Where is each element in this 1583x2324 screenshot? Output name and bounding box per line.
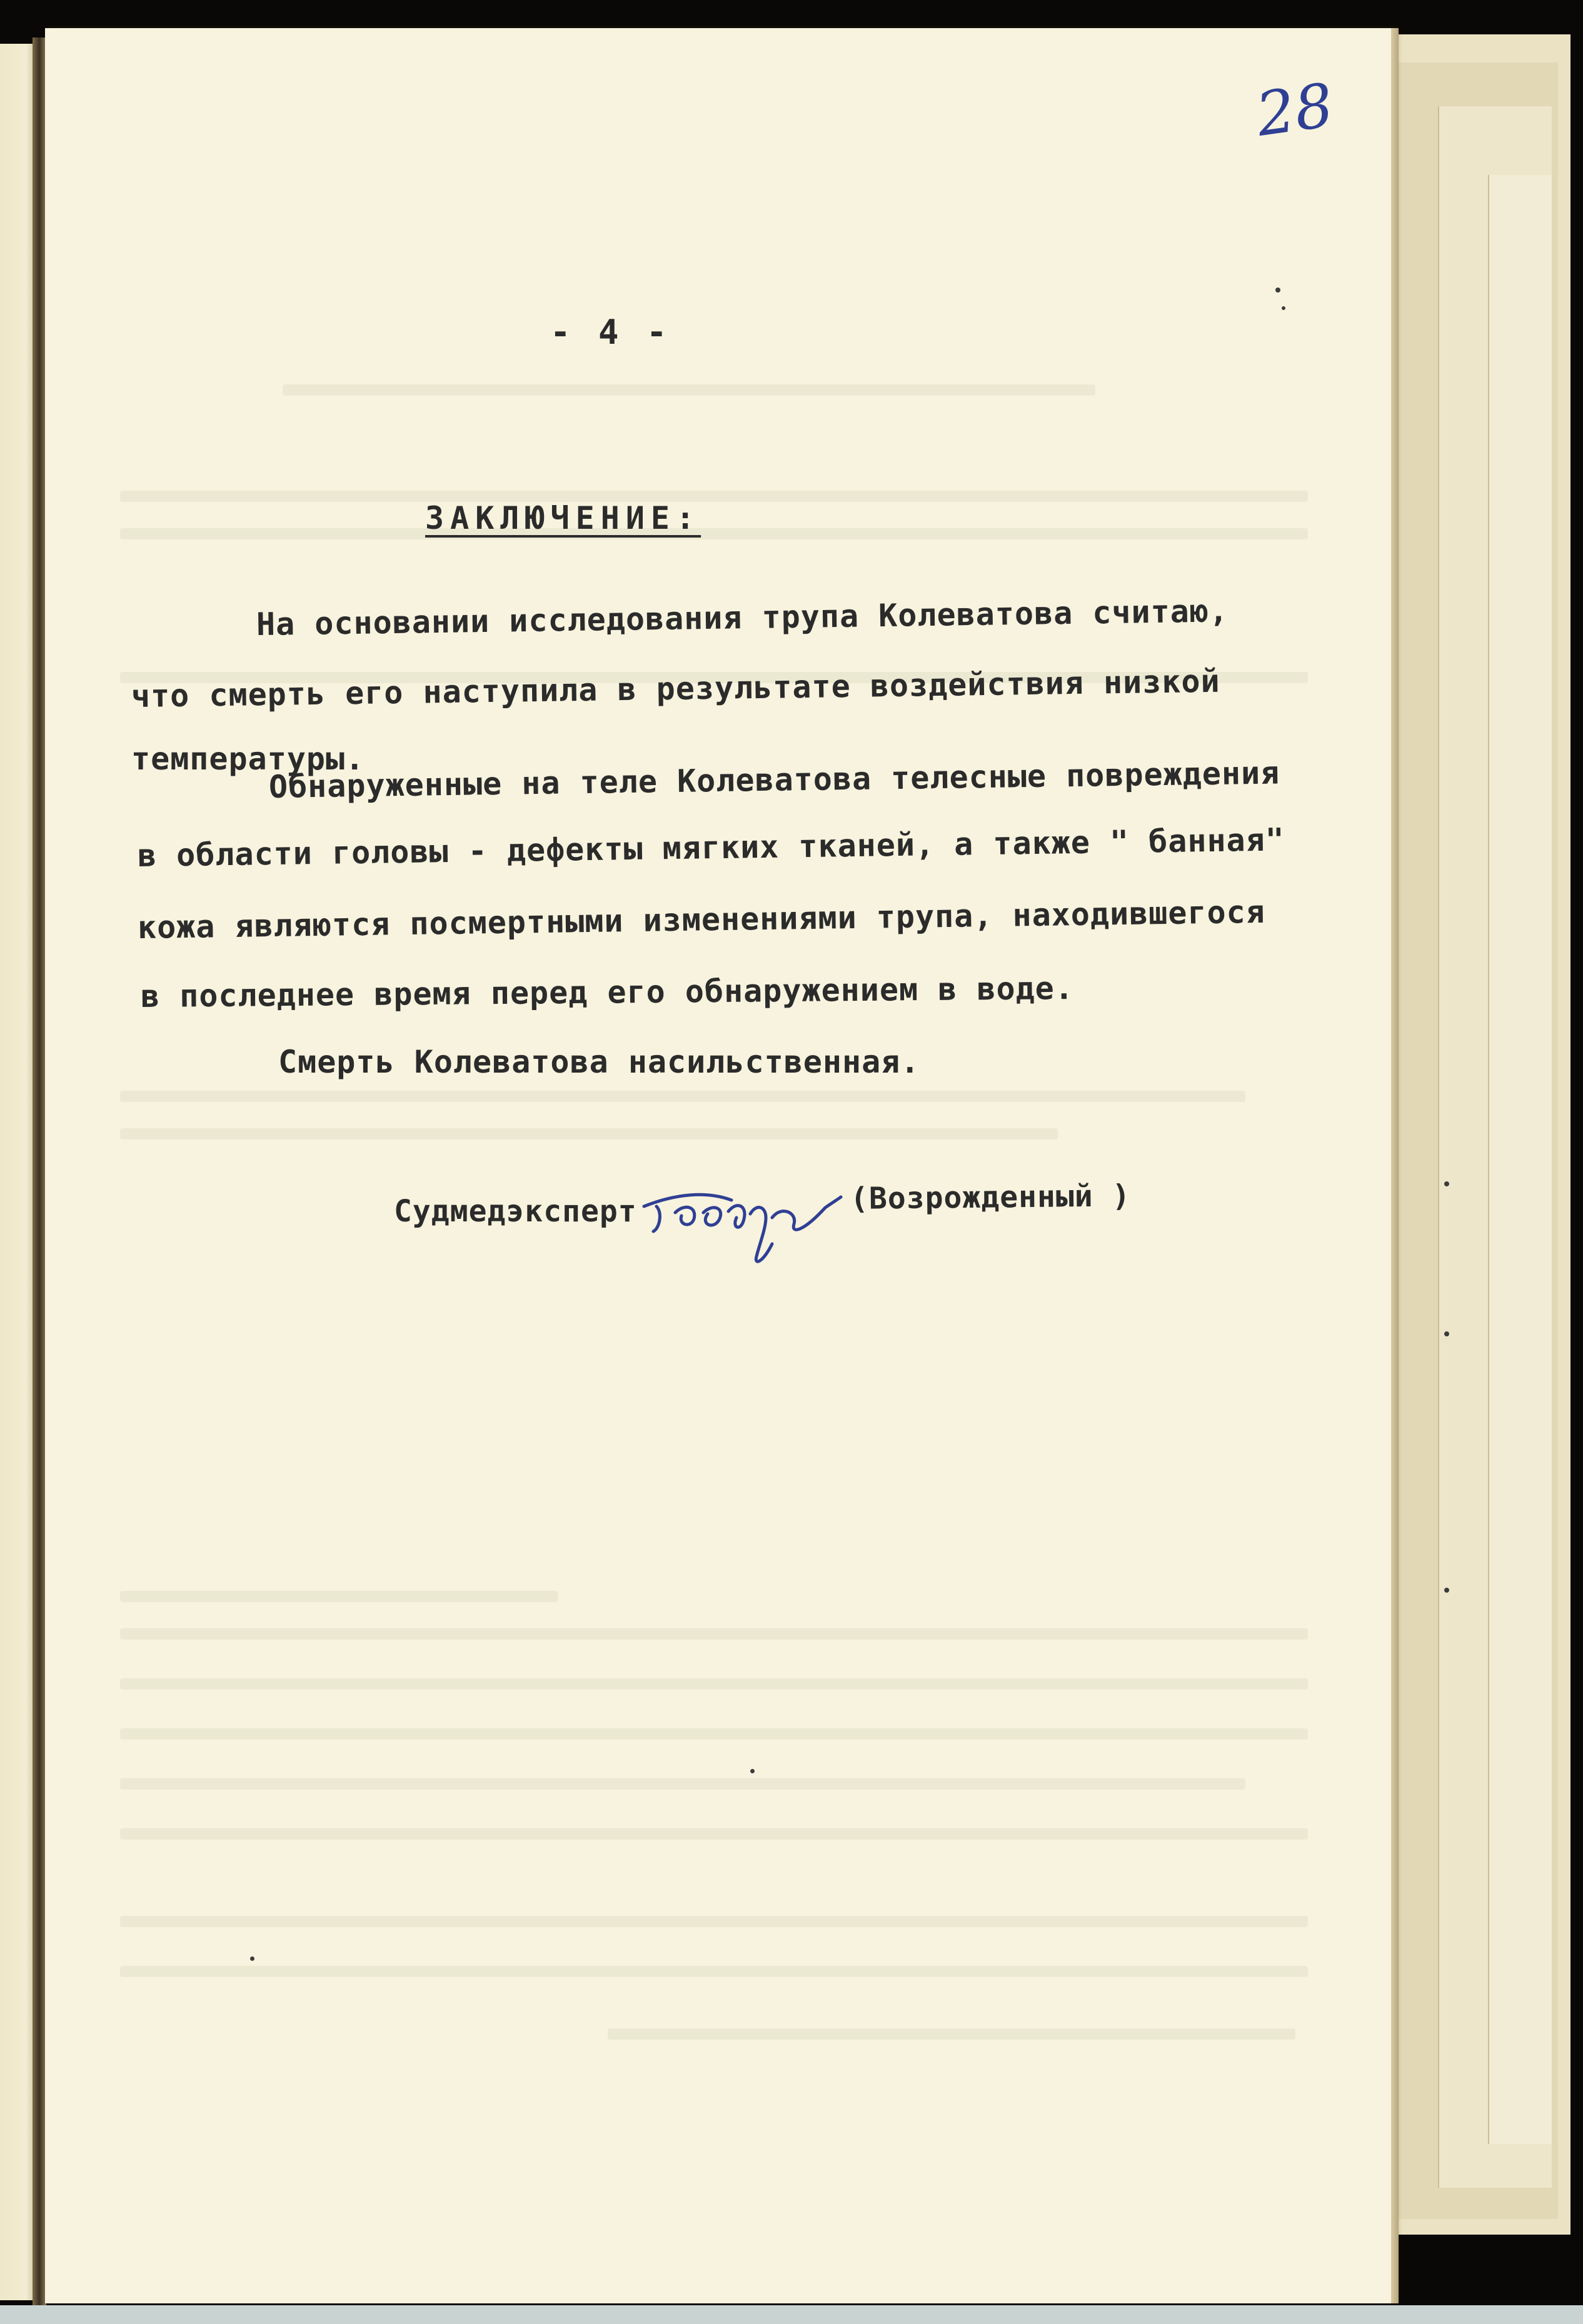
scanner-bed-strip <box>0 2305 1583 2324</box>
sheet-edge-shadow <box>1391 28 1399 2303</box>
ink-speck <box>1444 1588 1449 1593</box>
show-through-text <box>120 528 1308 539</box>
left-facing-page-edge <box>0 44 38 2300</box>
paragraph-line: На основании исследования трупа Колеватова считаю, <box>256 593 1229 643</box>
show-through-text <box>120 491 1308 502</box>
page-marker: - 4 - <box>550 313 671 352</box>
show-through-text <box>120 1728 1308 1740</box>
signer-name-label: (Возрожденный ) <box>850 1178 1131 1216</box>
book-binding <box>33 38 46 2313</box>
ink-speck <box>250 1956 254 1961</box>
archive-page-number: 28 <box>1252 70 1338 150</box>
show-through-text <box>120 1828 1308 1840</box>
paragraph-line: Обнаруженные на теле Колеватова телесные повреждения <box>268 754 1280 805</box>
paragraph-line: Смерть Колеватова насильственная. <box>278 1044 920 1080</box>
handwritten-signature <box>638 1169 844 1275</box>
ink-speck <box>1444 1181 1449 1186</box>
ink-speck <box>1275 288 1280 293</box>
ink-speck <box>1444 1331 1449 1336</box>
show-through-text <box>120 1591 558 1602</box>
document-page <box>45 28 1395 2303</box>
paragraph-line: в области головы - дефекты мягких тканей, а также " банная" <box>137 821 1285 874</box>
show-through-text <box>120 1628 1308 1640</box>
underlying-sheet <box>1488 175 1552 2144</box>
signer-role-label: Судмедэксперт <box>394 1194 637 1229</box>
paragraph-line: температуры. <box>131 741 365 777</box>
show-through-text <box>608 2028 1295 2040</box>
show-through-text <box>120 1966 1308 1977</box>
show-through-text <box>120 1916 1308 1927</box>
paragraph-line: кожа являются посмертными изменениями трупа, находившегося <box>137 893 1266 946</box>
section-heading: ЗАКЛЮЧЕНИЕ: <box>425 500 701 536</box>
ink-speck <box>750 1769 755 1773</box>
show-through-text <box>120 1778 1245 1790</box>
show-through-text <box>120 1091 1245 1102</box>
show-through-text <box>120 1128 1058 1139</box>
show-through-text <box>120 1678 1308 1690</box>
show-through-text <box>283 384 1095 396</box>
paragraph-line: в последнее время перед его обнаружением в воде. <box>140 969 1075 1014</box>
paragraph-line: что смерть его наступила в результате воздействия низкой <box>131 663 1220 714</box>
ink-speck <box>1282 306 1285 310</box>
